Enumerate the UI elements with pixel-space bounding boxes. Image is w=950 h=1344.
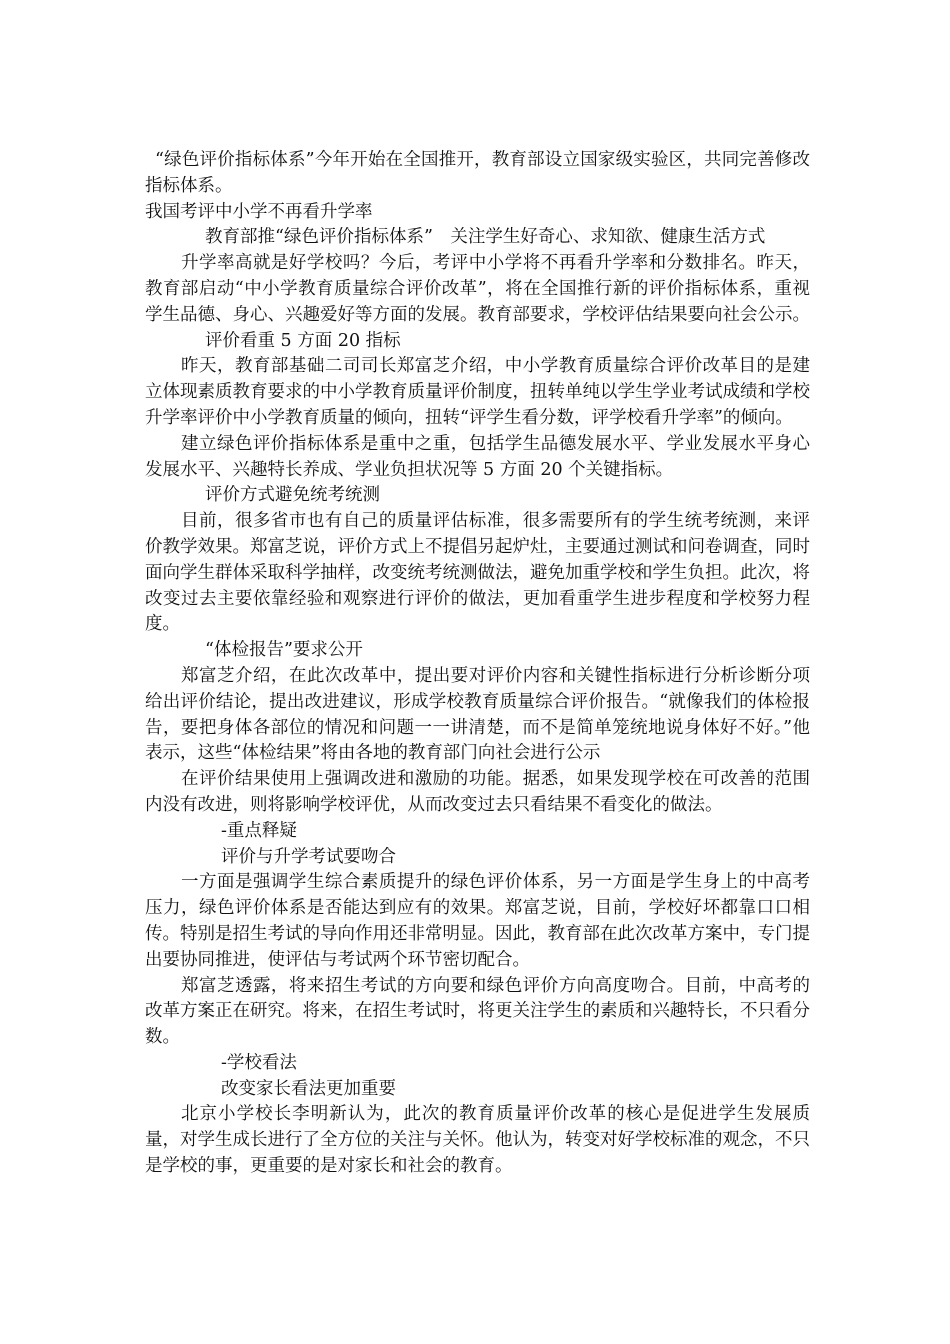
section-heading: 评价看重 5 方面 20 指标 (205, 330, 401, 351)
section-heading: 评价方式避免统考统测 (205, 485, 380, 506)
section-heading: -重点释疑 (221, 820, 297, 841)
section-heading: “体检报告”要求公开 (205, 640, 363, 661)
paragraph: 目前，很多省市也有自己的质量评估标准，很多需要所有的学生统考统测，来评价教学效果。郑富芝说，评价方式上不提倡另起炉灶，主要通过测试和问卷调查，同时面向学生群体采取科学抽样，改变统考统测做法，避免加重学校和学生负担。此次，将改变过去主要依靠经验和观察进行评价的做法，更加看重学生进步程度和学校努力程度。 (145, 511, 810, 635)
article-title: 我国考评中小学不再看升学率 (145, 201, 373, 222)
paragraph: 建立绿色评价指标体系是重中之重，包括学生品德发展水平、学业发展水平身心发展水平、兴趣特长养成、学业负担状况等 5 方面 20 个关键指标。 (145, 433, 810, 480)
paragraph: 郑富芝介绍，在此次改革中，提出要对评价内容和关键性指标进行分析诊断分项给出评价结论，提出改进建议，形成学校教育质量综合评价报告。“就像我们的体检报告，要把身体各部位的情况和问题一一讲清楚，而不是简单笼统地说身体好不好。”他表示，这些“体检结果”将由各地的教育部门向社会进行公示 (145, 665, 810, 764)
paragraph: 北京小学校长李明新认为，此次的教育质量评价改革的核心是促进学生发展质量，对学生成长进行了全方位的关注与关怀。他认为，转变对好学校标准的观念，不只是学校的事，更重要的是对家长和社会的教育。 (145, 1104, 810, 1177)
paragraph: 一方面是强调学生综合素质提升的绿色评价体系，另一方面是学生身上的中高考压力，绿色评价体系是否能达到应有的效果。郑富芝说，目前，学校好坏都靠口口相传。特别是招生考试的导向作用还非常明显。因此，教育部在此次改革方案中，专门提出要协同推进，使评估与考试两个环节密切配合。 (145, 872, 810, 970)
article-subtitle: 教育部推“绿色评价指标体系” 关注学生好奇心、求知欲、健康生活方式 (205, 227, 766, 248)
paragraph: 郑富芝透露，将来招生考试的方向要和绿色评价方向高度吻合。目前，中高考的改革方案正在研究。将来，在招生考试时，将更关注学生的素质和兴趣特长，不只看分数。 (145, 975, 810, 1048)
article-body (145, 148, 810, 1180)
paragraph: 在评价结果使用上强调改进和激励的功能。据悉，如果发现学校在可改善的范围内没有改进，则将影响学校评优，从而改变过去只看结果不看变化的做法。 (145, 769, 810, 815)
intro-paragraph: “绿色评价指标体系”今年开始在全国推开，教育部设立国家级实验区，共同完善修改指标体系。 (145, 150, 810, 196)
section-heading: 改变家长看法更加重要 (221, 1078, 396, 1099)
paragraph: 昨天，教育部基础二司司长郑富芝介绍，中小学教育质量综合评价改革目的是建立体现素质教育要求的中小学教育质量评价制度，扭转单纯以学生学业考试成绩和学校升学率评价中小学教育质量的倾向，扭转“评学生看分数，评学校看升学率”的倾向。 (145, 356, 810, 428)
section-heading: 评价与升学考试要吻合 (221, 846, 396, 867)
section-heading: -学校看法 (221, 1052, 297, 1073)
paragraph: 升学率高就是好学校吗？今后，考评中小学将不再看升学率和分数排名。昨天，教育部启动“中小学教育质量综合评价改革”，将在全国推行新的评价指标体系，重视学生品德、身心、兴趣爱好等方面的发展。教育部要求，学校评估结果要向社会公示。 (145, 253, 810, 325)
